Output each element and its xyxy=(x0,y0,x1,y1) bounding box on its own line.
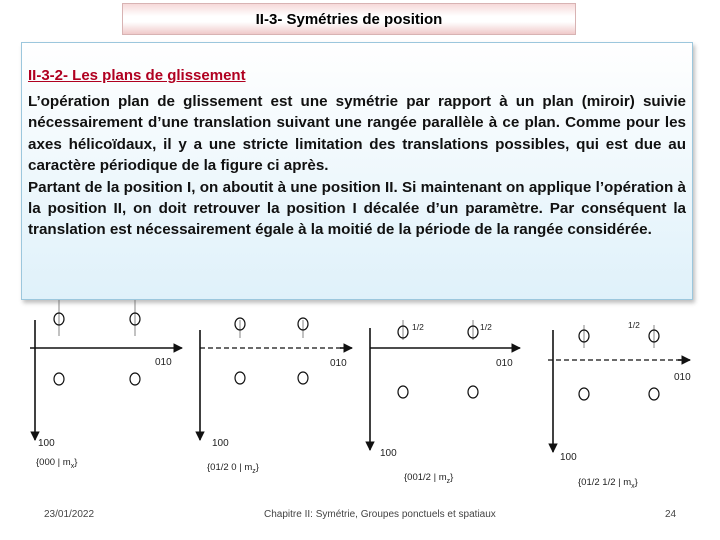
half-fraction-label: 1/2 xyxy=(412,322,424,332)
position-circle xyxy=(130,373,140,385)
figure-3 xyxy=(370,320,520,485)
position-circle xyxy=(579,388,589,400)
body-text xyxy=(28,91,686,241)
footer-chapter: Chapitre II: Symétrie, Groupes ponctuels et spatiaux xyxy=(264,509,496,520)
figure-caption: {01/2 0 | $m_z$} xyxy=(207,462,259,475)
glide-plane-figures xyxy=(0,300,720,500)
axis-y-label: 100 xyxy=(212,438,229,449)
figure-caption: {001/2 | $m_z$} xyxy=(404,472,454,485)
axis-x-label: 010 xyxy=(496,358,513,369)
axis-x-label: 010 xyxy=(155,357,172,368)
position-circle xyxy=(54,373,64,385)
figure-4 xyxy=(548,320,691,490)
slide-title: II-3- Symétries de position xyxy=(122,3,576,35)
paragraph-2: Partant de la position I, on aboutit à une position II. Si maintenant on applique l’opération à la position II, on doit retrouver la position I décalée d’un paramètre. Par conséquent la translation est nécessairement égale à la moitié de la période de la rangée considérée. xyxy=(28,178,686,239)
paragraph-1: L’opération plan de glissement est une symétrie par rapport à un plan (miroir) suivie nécessairement d’une translation suivant une rangée parallèle à ce plan. Comme pour les axes hélicoïdaux, il y a une stricte limitation des translations possibles, qui est due au caractère périodique de la figure ci après. xyxy=(28,93,686,175)
axis-x-label: 010 xyxy=(330,358,347,369)
footer-page-number: 24 xyxy=(665,509,677,520)
half-fraction-label: 1/2 xyxy=(628,320,640,330)
figure-2 xyxy=(200,318,352,475)
axis-y-label: 100 xyxy=(560,452,577,463)
axis-y-label: 100 xyxy=(380,448,397,459)
position-circle xyxy=(235,372,245,384)
axis-x-label: 010 xyxy=(674,372,691,383)
position-circle xyxy=(468,386,478,398)
content-box xyxy=(21,42,693,300)
section-subtitle: II-3-2- Les plans de glissement xyxy=(28,67,246,84)
position-circle xyxy=(298,372,308,384)
axis-y-label: 100 xyxy=(38,438,55,449)
position-circle xyxy=(649,388,659,400)
figure-caption: {000 | $m_x$} xyxy=(36,457,78,470)
figure-caption: {01/2 1/2 | $m_x$} xyxy=(578,477,638,490)
figure-1 xyxy=(30,300,182,470)
footer-date: 23/01/2022 xyxy=(44,509,95,520)
half-fraction-label: 1/2 xyxy=(480,322,492,332)
position-circle xyxy=(398,386,408,398)
